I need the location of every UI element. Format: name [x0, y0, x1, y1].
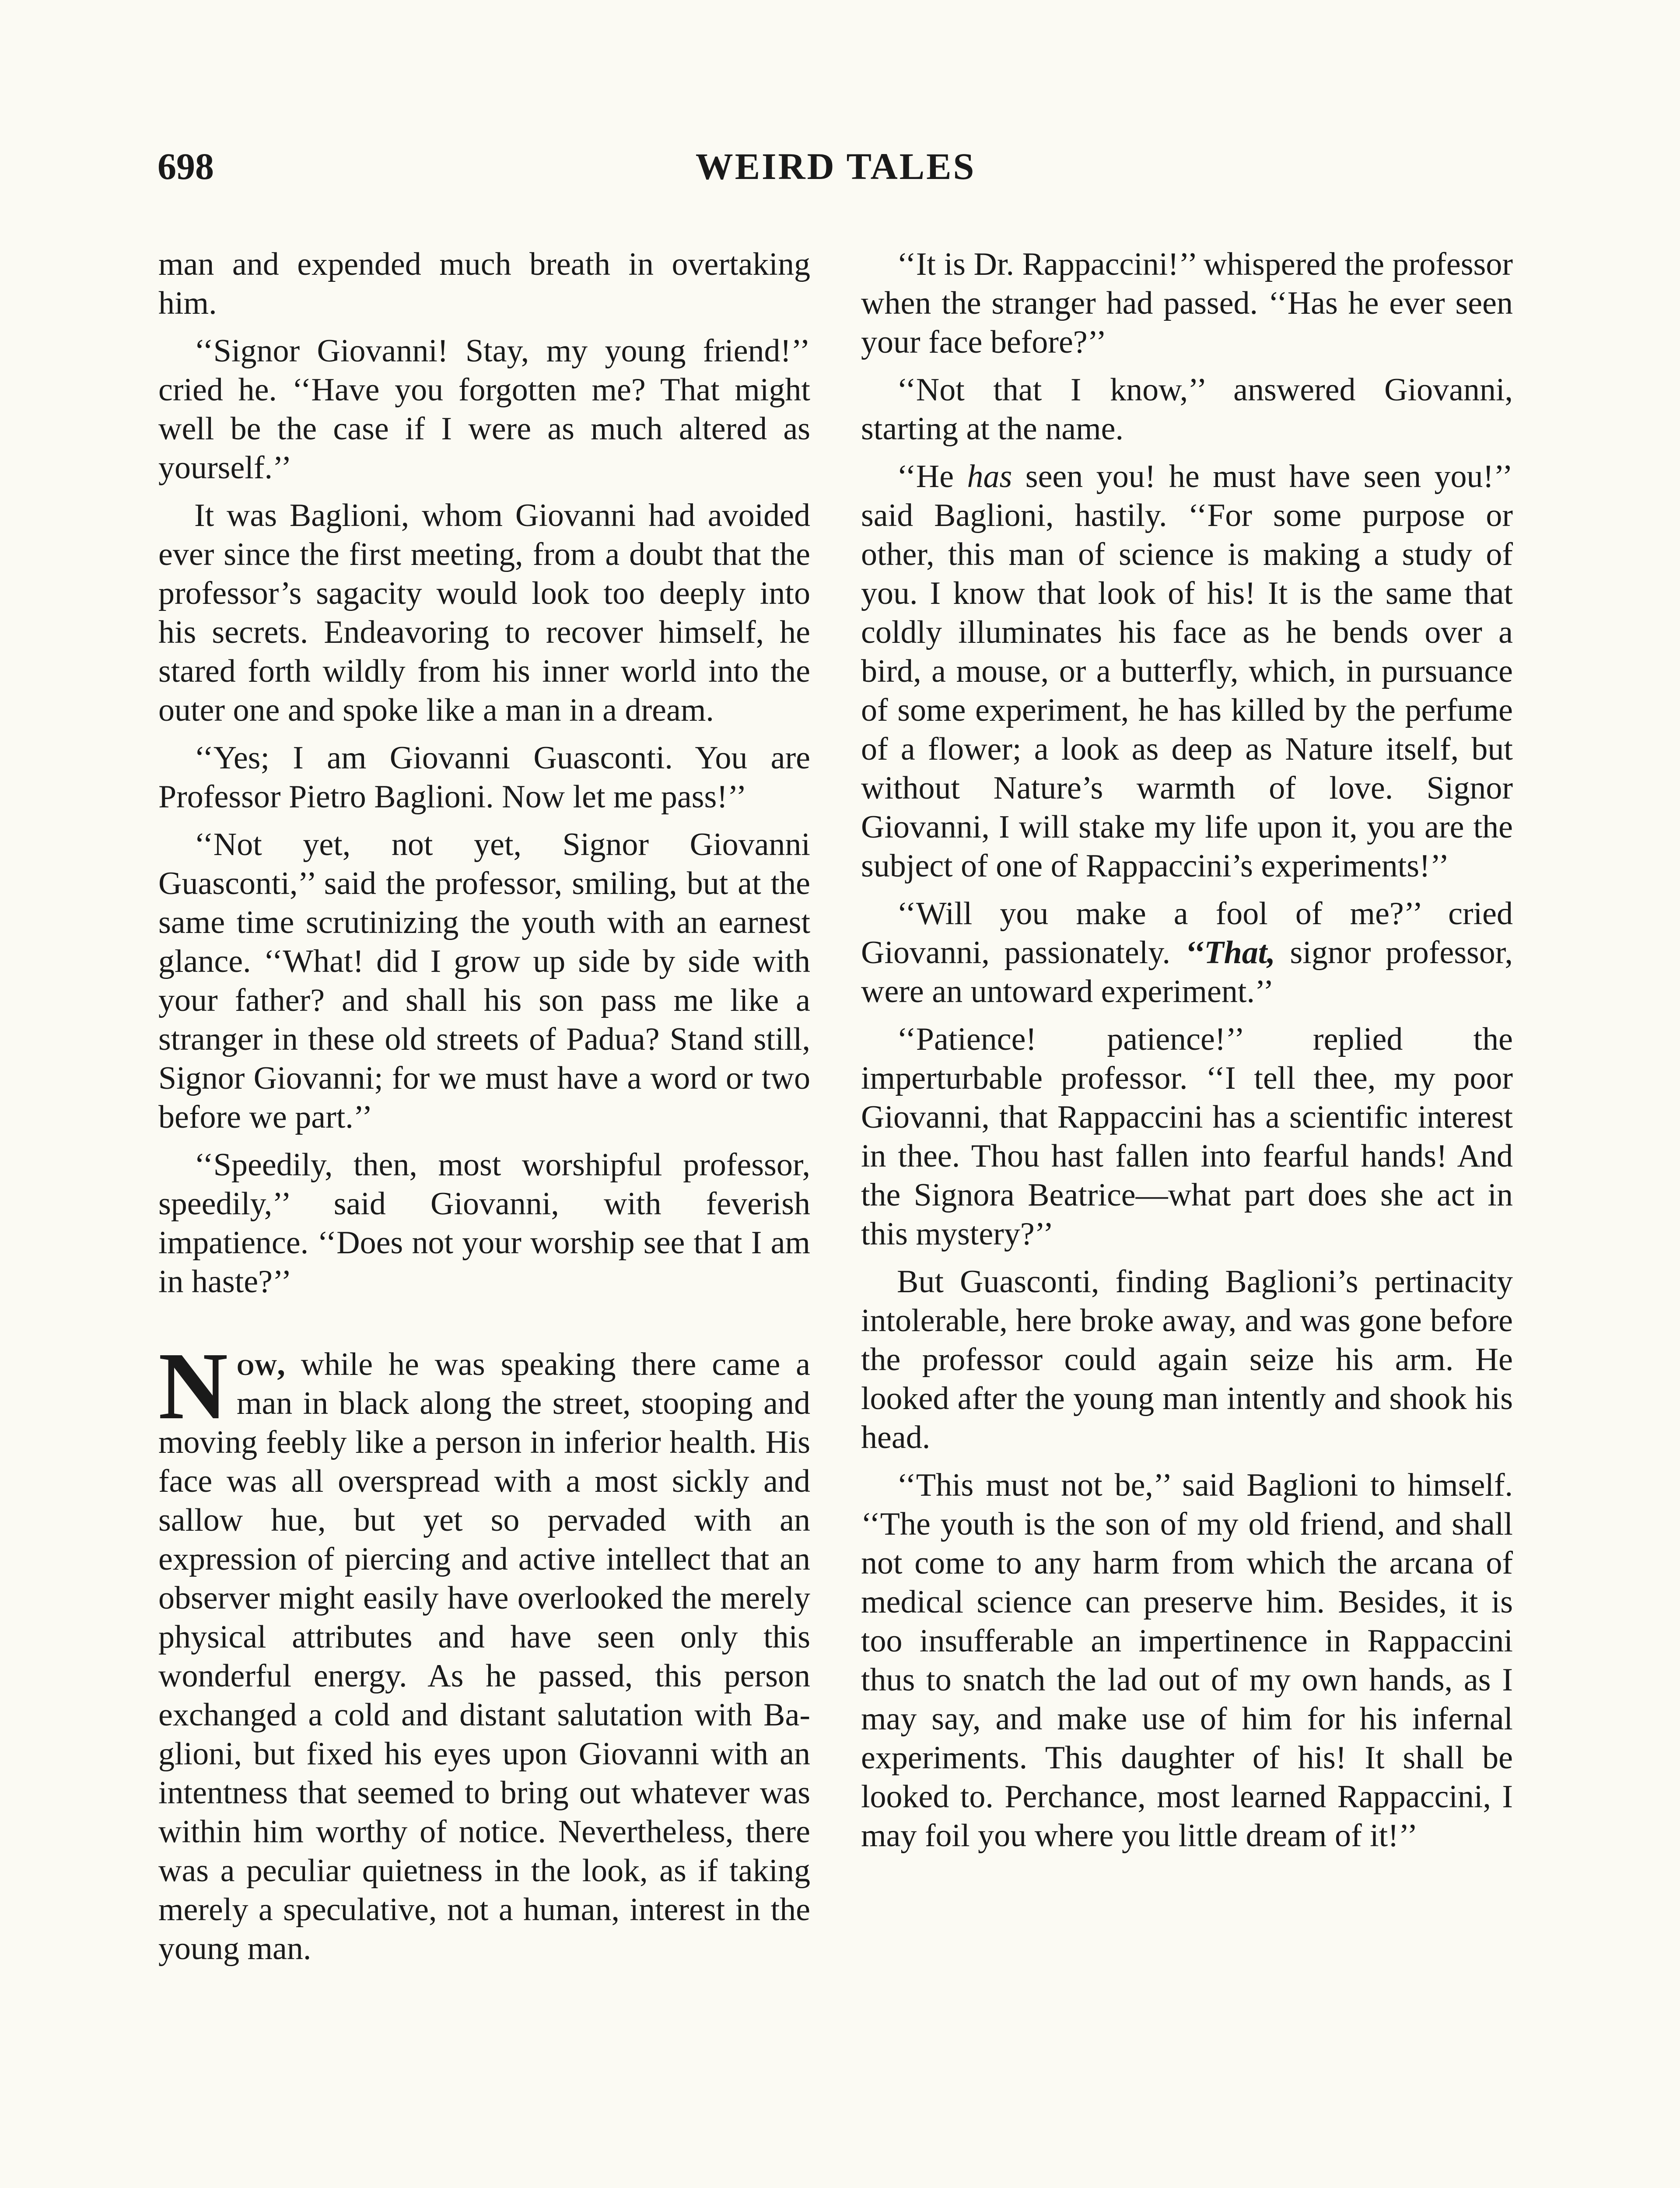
- paragraph: But Guasconti, finding Baglioni’s pertinacity intolerable, here broke away, and was gone before the professor could again seize his arm. He looked after the young man intently and shook his head.: [861, 1264, 1513, 1455]
- paragraph-text: ‘‘He: [897, 459, 967, 494]
- paragraph: [861, 457, 1513, 886]
- page-header: [158, 144, 1514, 193]
- paragraph: [861, 894, 1513, 1011]
- page-number: 698: [158, 145, 214, 187]
- paragraph-text: while he was speaking there came a man in black along the street, stooping and moving feebly like a person in inferior health. His face was all overspread with a most sickly and sallow hue, but yet so pervaded with an expression of piercing and active intellect that an observer might easily have overlooked the merely physical attributes and have seen only this wonderful energy. As he passed, this person exchanged a cold and distant salutation with Baglioni, but fixed his eyes upon Giovanni with an intentness that seemed to bring out whatever was within him worthy of notice. Nevertheless, there was a peculiar quietness in the look, as if taking merely a speculative, not a human, interest in the young man.: [158, 1346, 810, 1967]
- paragraph: ‘‘Patience! patience!’’ replied the imperturbable professor. ‘‘I tell thee, my poor Giovanni, that Rappaccini has a scientific interest in thee. Thou hast fallen into fearful hands! And the Signora Beatrice—what part does she act in this mystery?’’: [861, 1021, 1513, 1252]
- paragraph: ‘‘Signor Giovanni! Stay, my young friend!’’ cried he. ‘‘Have you forgotten me? That might well be the case if I were as much altered as yourself.’’: [158, 333, 810, 486]
- emphasis: ‘‘That,: [1185, 935, 1275, 971]
- paragraph: man and expended much breath in overtaking him.: [158, 246, 810, 321]
- small-caps-lead: ow,: [236, 1346, 285, 1382]
- running-title: WEIRD TALES: [695, 145, 976, 187]
- paragraph: ‘‘This must not be,’’ said Baglioni to himself. ‘‘The youth is the son of my old friend, and shall not come to any harm from which the arcana of medical science can preserve him. Besides, it is too insufferable an impertinence in Rappaccini thus to snatch the lad out of my own hands, as I may say, and make use of him for his infernal experiments. This daughter of his! It shall be looked to. Perchance, most learned Rappaccini, I may foil you where you little dream of it!’’: [861, 1467, 1513, 1854]
- paragraph-text: signor professor, were an untoward experiment.’’: [861, 935, 1513, 1010]
- section-paragraph: [158, 1332, 810, 1968]
- paragraph-text: seen you! he must have seen you!’’ said Baglioni, hastily. ‘‘For some purpose or other, this man of science is making a study of you. I know that look of his! It is the same that coldly illuminates his face as he bends over a bird, a mouse, or a butterfly, which, in pursuance of some experiment, he has killed by the perfume of a flower; a look as deep as Nature itself, but without Nature’s warmth of love. Signor Giovanni, I will stake my life upon it, you are the subject of one of Rappaccini’s experiments!’’: [861, 459, 1513, 884]
- drop-cap: N: [158, 1332, 228, 1439]
- paragraph: It was Baglioni, whom Giovanni had avoided ever since the first meeting, from a doubt that the professor’s sagacity would look too deeply into his secrets. Endeavoring to recover himself, he stared forth wildly from his inner world into the outer one and spoke like a man in a dream.: [158, 498, 810, 728]
- paragraph: ‘‘It is Dr. Rappaccini!’’ whispered the professor when the stranger had passed. ‘‘Has he ever seen your face before?’’: [861, 246, 1513, 360]
- paragraph: ‘‘Yes; I am Giovanni Guasconti. You are Professor Pietro Baglioni. Now let me pass!’’: [158, 740, 810, 815]
- paragraph-text: ‘‘Will you make a fool of me?’’ cried Giovanni, passionately.: [861, 896, 1513, 971]
- paragraph: ‘‘Speedily, then, most worshipful professor, speedily,’’ said Giovanni, with feverish impatience. ‘‘Does not your worship see that I am in haste?’’: [158, 1147, 810, 1300]
- left-column: [158, 245, 810, 1977]
- emphasis: has: [967, 459, 1012, 494]
- paragraph: ‘‘Not that I know,’’ answered Giovanni, starting at the name.: [861, 372, 1513, 447]
- paragraph: ‘‘Not yet, not yet, Signor Giovanni Guasconti,’’ said the professor, smiling, but at the same time scrutinizing the youth with an earnest glance. ‘‘What! did I grow up side by side with your father? and shall his son pass me like a stranger in these old streets of Padua? Stand still, Signor Giovanni; for we must have a word or two before we part.’’: [158, 827, 810, 1135]
- right-column: [861, 245, 1513, 1864]
